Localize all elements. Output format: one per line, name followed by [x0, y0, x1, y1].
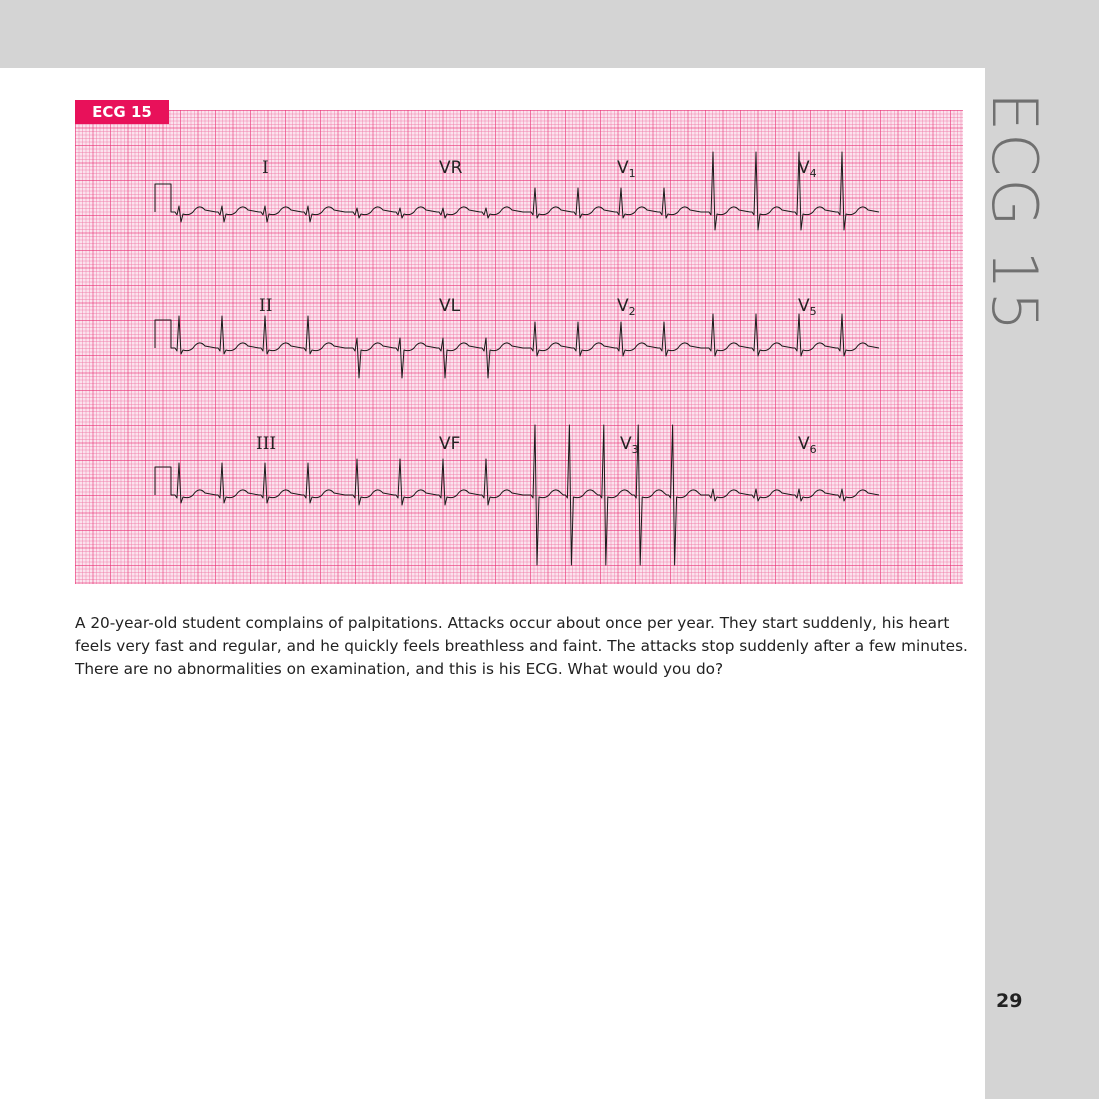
lead-label-v2: $V_2$ [617, 296, 636, 318]
ecg-figure [75, 110, 963, 584]
top-band [0, 0, 1099, 68]
lead-label-vf: VF [439, 434, 461, 454]
lead-label-vl: VL [439, 296, 461, 316]
ecg-tag: ECG 15 [75, 100, 169, 124]
lead-label-vr: VR [439, 158, 463, 178]
ecg-traces [75, 110, 963, 584]
lead-label-v6: $V_6$ [798, 434, 817, 456]
lead-label-iii: III [256, 434, 277, 454]
lead-label-v5: $V_5$ [798, 296, 817, 318]
page-number: 29 [996, 990, 1023, 1012]
lead-label-v3: $V_3$ [620, 434, 639, 456]
lead-label-v4: $V_4$ [798, 158, 817, 180]
case-description: A 20-year-old student complains of palpitations. Attacks occur about once per year. They start suddenly, his heart feels very fast and regular, and he quickly feels breathless and faint. The attacks stop suddenly after a few minutes. There are no abnormalities on examination, and this is his ECG. What would you do? [75, 614, 968, 678]
lead-label-ii: II [259, 296, 273, 316]
lead-label-i: I [262, 158, 269, 178]
ecg-trace-row-2 [155, 314, 879, 378]
lead-label-v1: $V_1$ [617, 158, 636, 180]
side-title [978, 91, 1052, 333]
side-title-text: ECG 15 [978, 91, 1052, 333]
